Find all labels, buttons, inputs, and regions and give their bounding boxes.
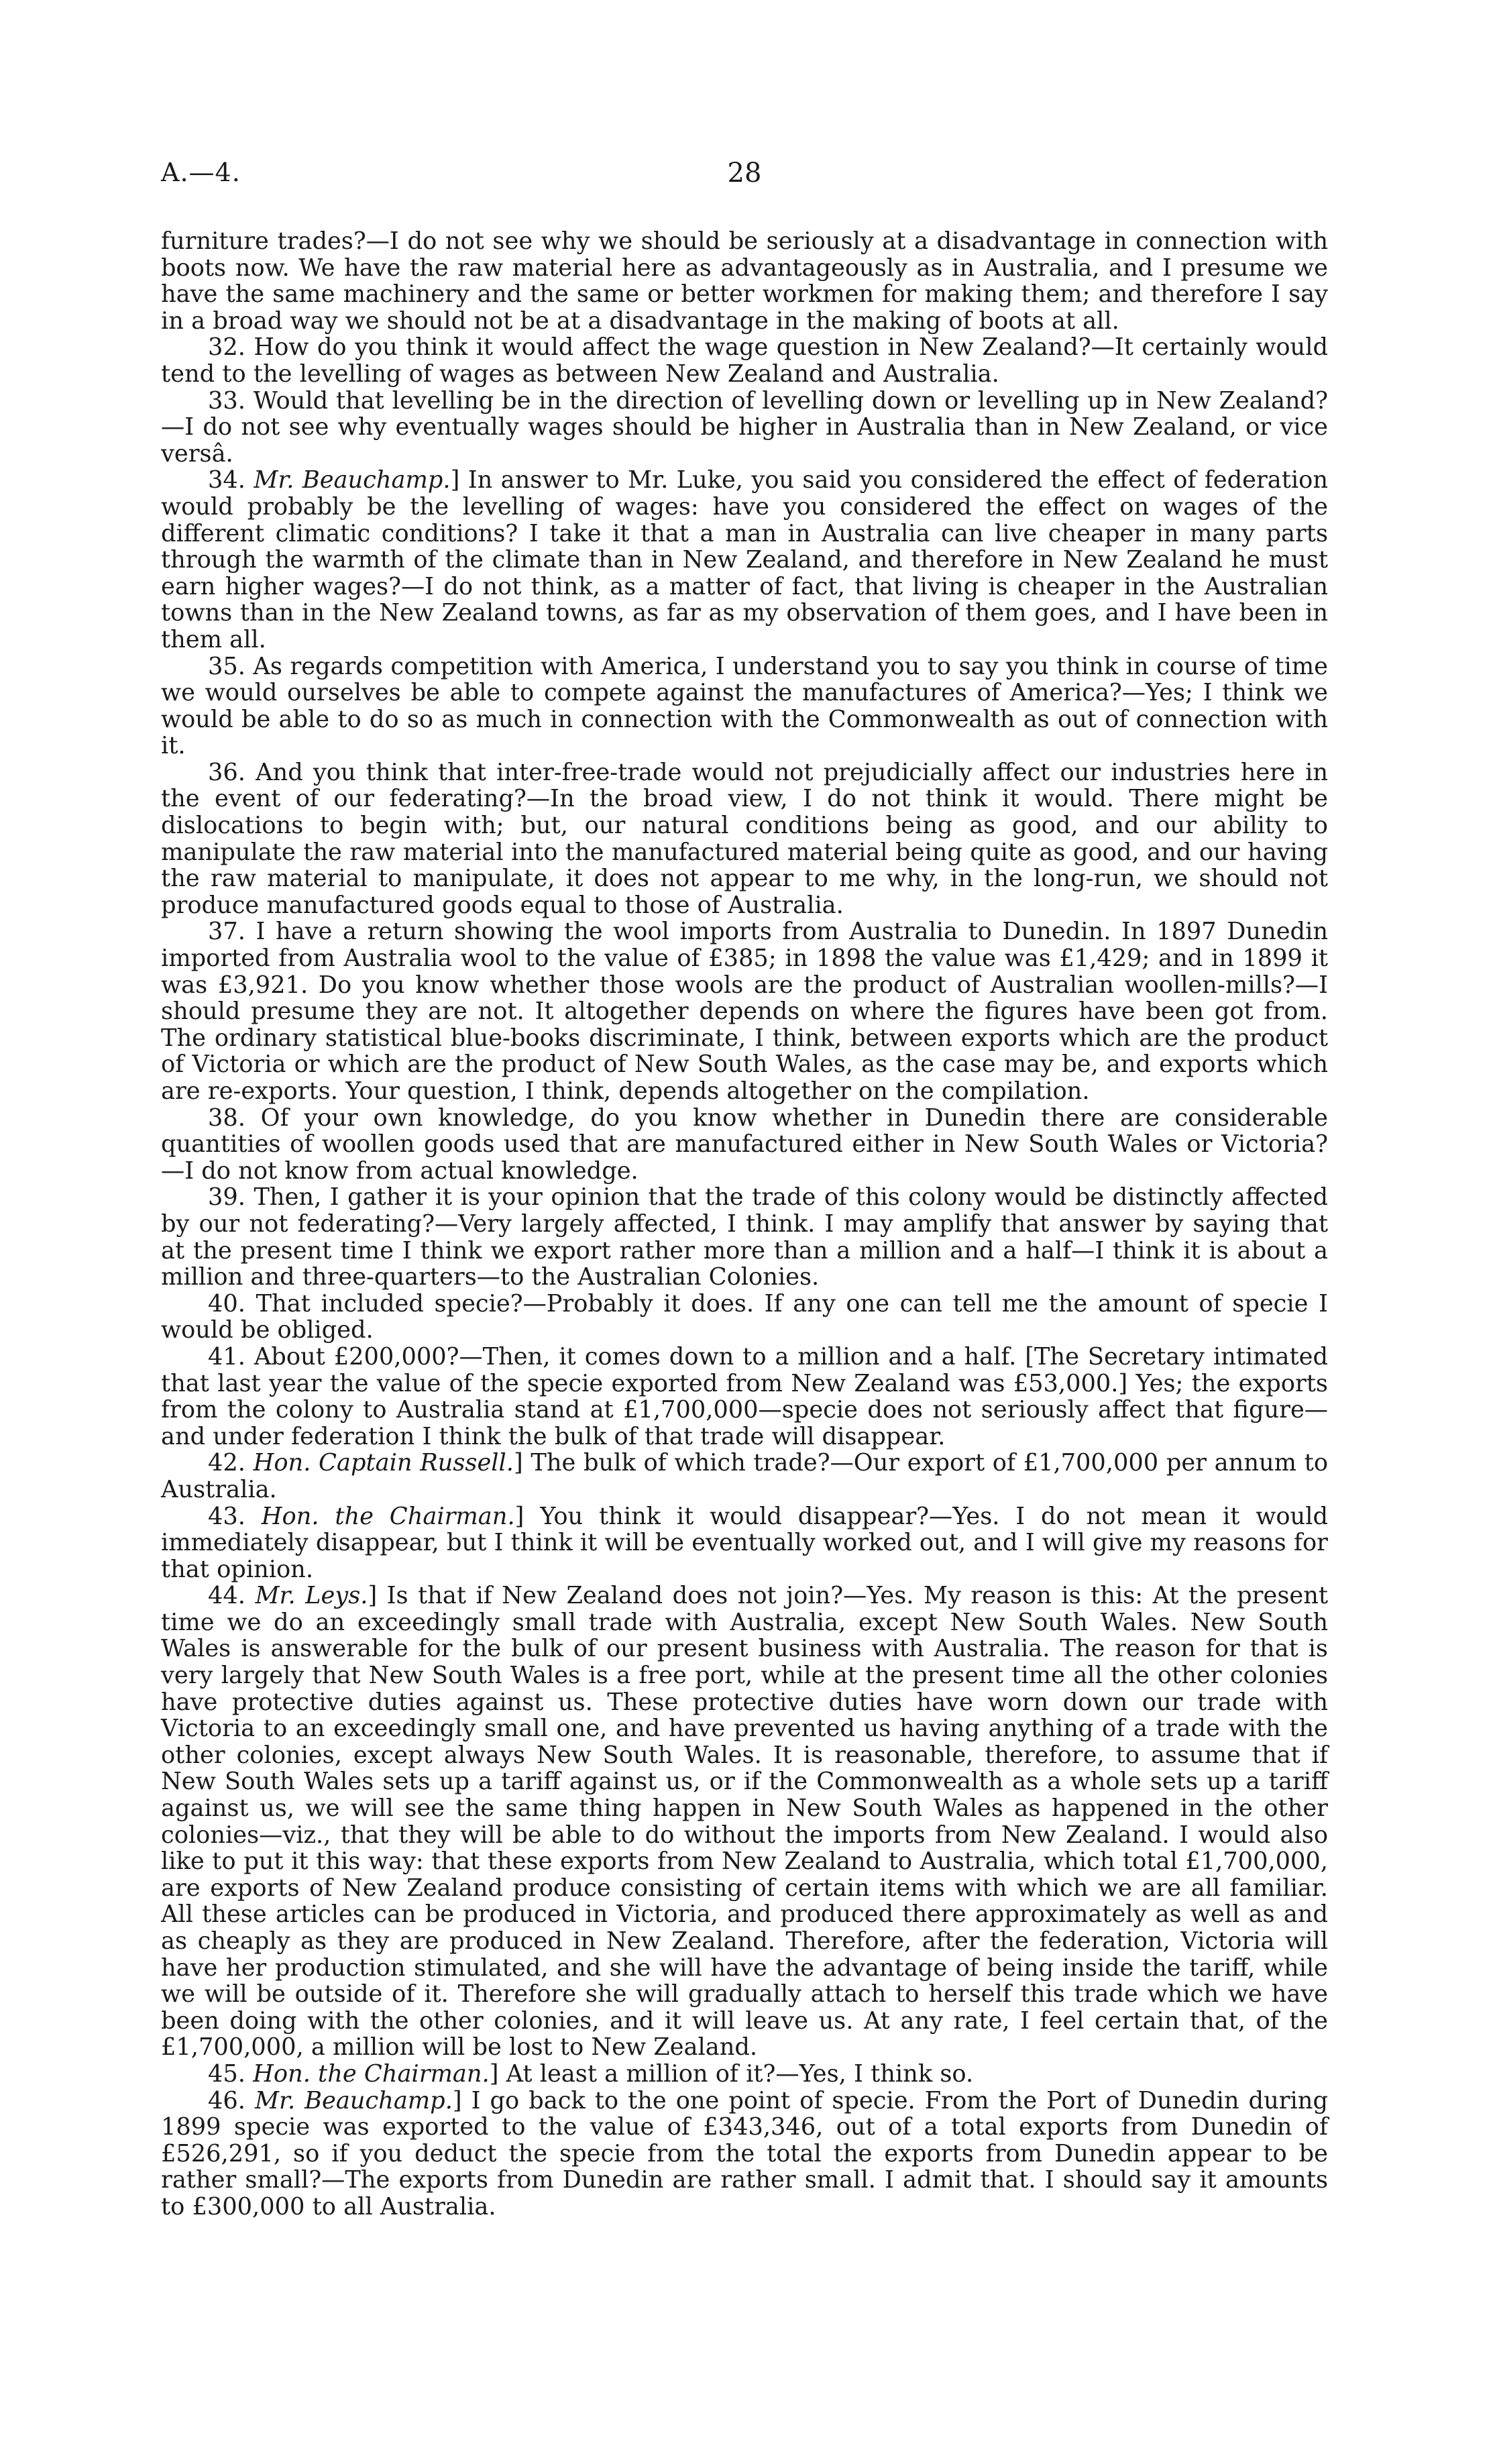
speaker-name: Hon. Captain Russell. (253, 1449, 514, 1477)
paragraph-body: ] Is that if New Zealand does not join?—Yes. My reason is this: At the present time we do an exceedingly small trade with Australia, except New South Wales. New South Wales is answerable for the bulk of our present business with Australia. The reason for that is very largely that New South Wales is a free port, while at the present time all the other colonies have protective duties against us. These protective duties have worn down our trade with Victoria to an exceedingly small one, and have prevented us having anything of a trade with the other colonies, except always New South Wales. It is reasonable, therefore, to assume that if New South Wales sets up a tariff against us, or if the Commonwealth as a whole sets up a tariff against us, we will see the same thing happen in New South Wales as happened in the other colonies—viz., that they will be able to do without the imports from New Zealand. I would also like to put it this way: that these exports from New Zealand to Australia, which total £1,700,000, are exports of New Zealand produce consisting of certain items with which we are all familiar. All these articles can be produced in Victoria, and produced there approximately as well as and as cheaply as they are produced in New Zealand. Therefore, after the federation, Victoria will have her production stimulated, and she will have the advantage of being inside the tariff, while we will be outside of it. Therefore she will gradually attach to herself this trade which we have been doing with the other colonies, and it will leave us. At any rate, I feel certain that, of the £1,700,000, a million will be lost to New Zealand. (161, 1582, 1329, 2061)
paragraph-body: ] I go back to the one point of specie. From the Port of Dunedin during 1899 specie was exported to the value of £343,346, out of a total exports from Dunedin of £526,291, so if you deduct the specie from the total the exports from Dunedin appear to be rather small?—The exports from Dunedin are rather small. I admit that. I should say it amounts to £300,000 to all Australia. (161, 2086, 1328, 2220)
paragraph-body: ] In answer to Mr. Luke, you said you considered the effect of federation would probably be the levelling of wages: have you considered the effect on wages of the different climatic conditions? I take it that a man in Australia can live cheaper in many parts through the warmth of the climate than in New Zealand, and therefore in New Zealand he must earn higher wages?—I do not think, as a matter of fact, that living is cheaper in the Australian towns than in the New Zealand towns, as far as my observation of them goes, and I have been in them all. (161, 466, 1329, 653)
question-number: 34. (208, 466, 245, 494)
paragraph-q46 (161, 2088, 1328, 2220)
question-number: 42. (208, 1449, 245, 1477)
speaker-name: Mr. Leys. (255, 1582, 368, 1610)
paragraph-q34 (161, 467, 1328, 653)
speaker-name: Hon. the Chairman. (261, 1502, 515, 1530)
paragraph-q40: 40. That included specie?—Probably it does. If any one can tell me the amount of specie I would be obliged. (161, 1289, 1328, 1344)
paragraph-q44 (161, 1583, 1328, 2061)
paragraph-q33: 33. Would that levelling be in the direction of levelling down or levelling up in New Zealand? —I do not see why eventually wages should be higher in Australia than in New Zealand, or vice versâ. (161, 386, 1328, 468)
page-number: 28 (727, 158, 762, 189)
speaker-name: Mr. Beauchamp. (254, 466, 451, 494)
paragraph-q41: 41. About £200,000?—Then, it comes down to a million and a half. [The Secretary intimated that last year the value of the specie exported from New Zealand was £53,000.] Yes; the exports from the colony to Australia stand at £1,700,000—specie does not seriously affect that figure—and under federation I think the bulk of that trade will disappear. (161, 1342, 1328, 1450)
paragraph-q39: 39. Then, I gather it is your opinion that the trade of this colony would be distinctly affected by our not federating?—Very largely affected, I think. I may amplify that answer by saying that at the present time I think we export rather more than a million and a half—I think it is about a million and three-quarters—to the Australian Colonies. (161, 1183, 1328, 1291)
paragraph-continuation: furniture trades?—I do not see why we should be seriously at a disadvantage in connection with boots now. We have the raw material here as advantageously as in Australia, and I presume we have the same machinery and the same or better workmen for making them; and therefore I say in a broad way we should not be at a disadvantage in the making of boots at all. (161, 227, 1328, 335)
question-number: 46. (208, 2086, 245, 2114)
paragraph-q32: 32. How do you think it would affect the wage question in New Zealand?—It certainly would tend to the levelling of wages as between New Zealand and Australia. (161, 333, 1328, 388)
paragraph-q42 (161, 1450, 1328, 1503)
speaker-name: Mr. Beauchamp. (254, 2086, 453, 2114)
paragraph-body: ] At least a million of it?—Yes, I think so. (489, 2059, 974, 2088)
paragraph-q43 (161, 1503, 1328, 1583)
question-number: 45. (208, 2059, 245, 2088)
paragraph-q45 (161, 2061, 1328, 2088)
speaker-name: Hon. the Chairman. (253, 2059, 490, 2088)
paragraph-body: ] The bulk of which trade?—Our export of £1,700,000 per annum to Australia. (161, 1449, 1329, 1503)
paragraph-body: ] You think it would disappear?—Yes. I do not mean it would immediately disappear, but I think it will be eventually worked out, and I will give my reasons for that opinion. (161, 1502, 1329, 1583)
question-number: 44. (208, 1582, 245, 1610)
paragraph-q38: 38. Of your own knowledge, do you know whether in Dunedin there are considerable quantities of woollen goods used that are manufactured either in New South Wales or Victoria?—I do not know from actual knowledge. (161, 1104, 1328, 1185)
paragraph-q36: 36. And you think that inter-free-trade would not prejudicially affect our industries here in the event of our federating?—In the broad view, I do not think it would. There might be dislocations to begin with; but, our natural conditions being as good, and our ability to manipulate the raw material into the manufactured material being quite as good, and our having the raw material to manipulate, it does not appear to me why, in the long-run, we should not produce manufactured goods equal to those of Australia. (161, 758, 1328, 919)
document-reference: A.—4. (161, 158, 241, 187)
question-number: 43. (208, 1502, 245, 1530)
page-header (161, 158, 1328, 198)
evidence-text (161, 228, 1328, 2220)
paragraph-q37: 37. I have a return showing the wool imports from Australia to Dunedin. In 1897 Dunedin imported from Australia wool to the value of £385; in 1898 the value was £1,429; and in 1899 it was £3,921. Do you know whether those wools are the product of Australian woollen-mills?—I should presume they are not. It altogether depends on where the figures have been got from. The ordinary statistical blue-books discriminate, I think, between exports which are the product of Victoria or which are the product of New South Wales, as the case may be, and exports which are re-exports. Your question, I think, depends altogether on the compilation. (161, 918, 1328, 1105)
paragraph-q35: 35. As regards competition with America, I understand you to say you think in course of time we would ourselves be able to compete against the manufactures of America?—Yes; I think we would be able to do so as much in connection with the Commonwealth as out of connection with it. (161, 652, 1328, 760)
